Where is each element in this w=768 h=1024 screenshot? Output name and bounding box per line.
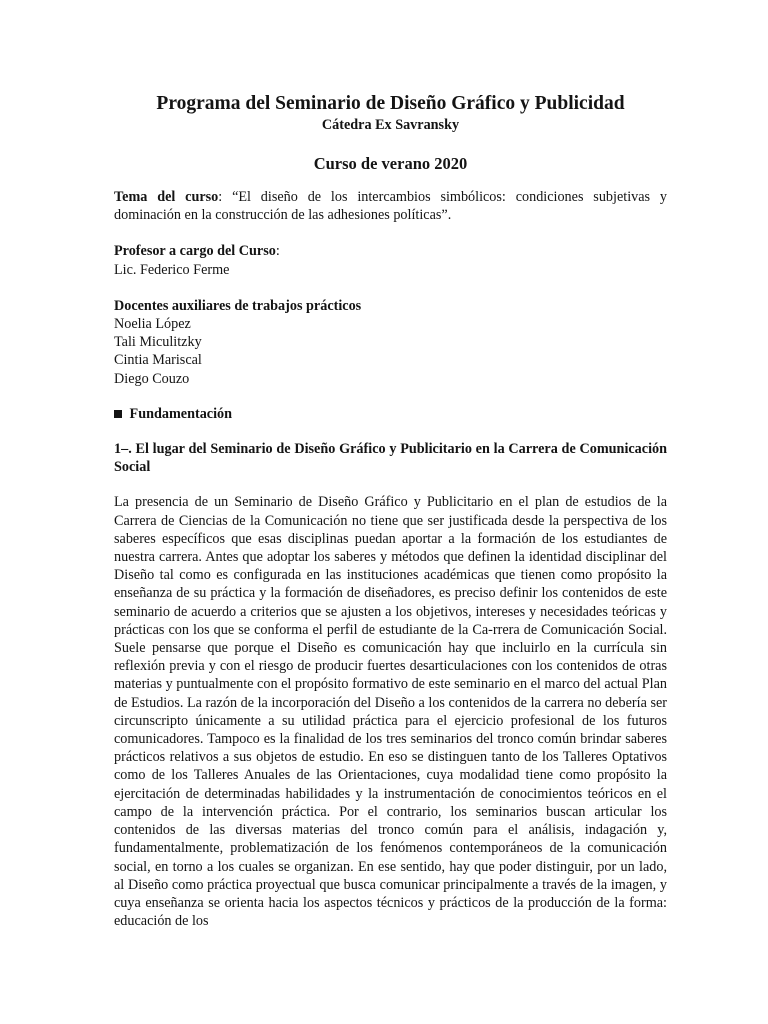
course-theme-text: : “El diseño de los intercambios simbólicos: condiciones subjetivas y dominación en la construcción de las adhesiones políticas”. [114, 189, 667, 224]
professor-block [114, 242, 667, 278]
assistants-label: Docentes auxiliares de trabajos prácticos [114, 297, 362, 314]
course-theme-label: Tema del curso [114, 189, 219, 205]
subsection-heading: 1–. El lugar del Seminario de Diseño Gráfico y Publicitario en la Carrera de Comunicación Social [114, 441, 667, 476]
assistants-block [114, 297, 667, 388]
document-content [114, 92, 667, 930]
square-bullet-icon [114, 410, 122, 418]
section-title: Fundamentación [129, 405, 233, 422]
assistant-name: Tali Miculitzky [114, 334, 202, 351]
course-theme [114, 188, 667, 224]
assistant-name: Noelia López [114, 316, 191, 333]
professor-colon: : [275, 243, 280, 260]
document-subtitle: Cátedra Ex Savransky [321, 117, 460, 133]
body-paragraph: La presencia de un Seminario de Diseño Gráfico y Publicitario en el plan de estudios de la Carrera de Ciencias de la Comunicación no tiene que ser justificada desde la perspectiva de los saberes específicos que esas disciplinas puedan aportar a la formación de los estudiantes de nuestra carrera. Antes que adoptar los saberes y métodos que definen la identidad disciplinar del Diseño tal como es configurada en las instituciones académicas que tienen como propósito la enseñanza de su práctica y la formación de diseñadores, es preciso definir los contenidos de este seminario de acuerdo a criterios que se ajusten a los objetivos, intereses y necesidades teóricas y prácticas con los que se conforma el perfil de estudiante de la Ca-rrera de Comunicación Social. Suele pensarse que porque el Diseño es comunicación hay que incluirlo en la currícula sin reflexión previa y con el riesgo de producir fuertes desarticulaciones con los contenidos de otras materias y puntualmente con el propósito formativo de este seminario en el marco del actual Plan de Estudios. La razón de la incorporación del Diseño a los contenidos de la carrera no debería ser circunscripto únicamente a su utilidad práctica para el ejercicio profesional de los futuros comunicadores. Tampoco es la finalidad de los tres seminarios del tronco común brindar saberes prácticos relativos a sus objetos de estudio. En eso se distinguen tanto de los Talleres Optativos como de los Talleres Anuales de las Orientaciones, cuya modalidad tiene como propósito la ejercitación de determinadas habilidades y la instrumentación de conocimientos teóricos en el campo de la intervención práctica. Por el contrario, los seminarios buscan articular los contenidos de las diversas materias del tronco común para el análisis, indagación y, fundamentalmente, problematización de los fenómenos contemporáneos de la comunicación social, en torno a los cuales se organizan. En ese sentido, hay que poder distinguir, por un lado, al Diseño como práctica proyectual que busca comunicar principalmente a través de la imagen, y cuya enseñanza se orienta hacia los aspectos técnicos y prácticos de la producción de la forma: educación de los [114, 494, 667, 930]
document-title: Programa del Seminario de Diseño Gráfico y Publicidad [156, 93, 625, 114]
assistant-name: Diego Couzo [114, 370, 190, 387]
section-heading [114, 405, 667, 423]
course-title: Curso de verano 2020 [313, 154, 468, 173]
assistant-name: Cintia Mariscal [114, 352, 202, 369]
professor-name: Lic. Federico Ferme [114, 261, 230, 278]
professor-label: Profesor a cargo del Curso [114, 243, 276, 260]
